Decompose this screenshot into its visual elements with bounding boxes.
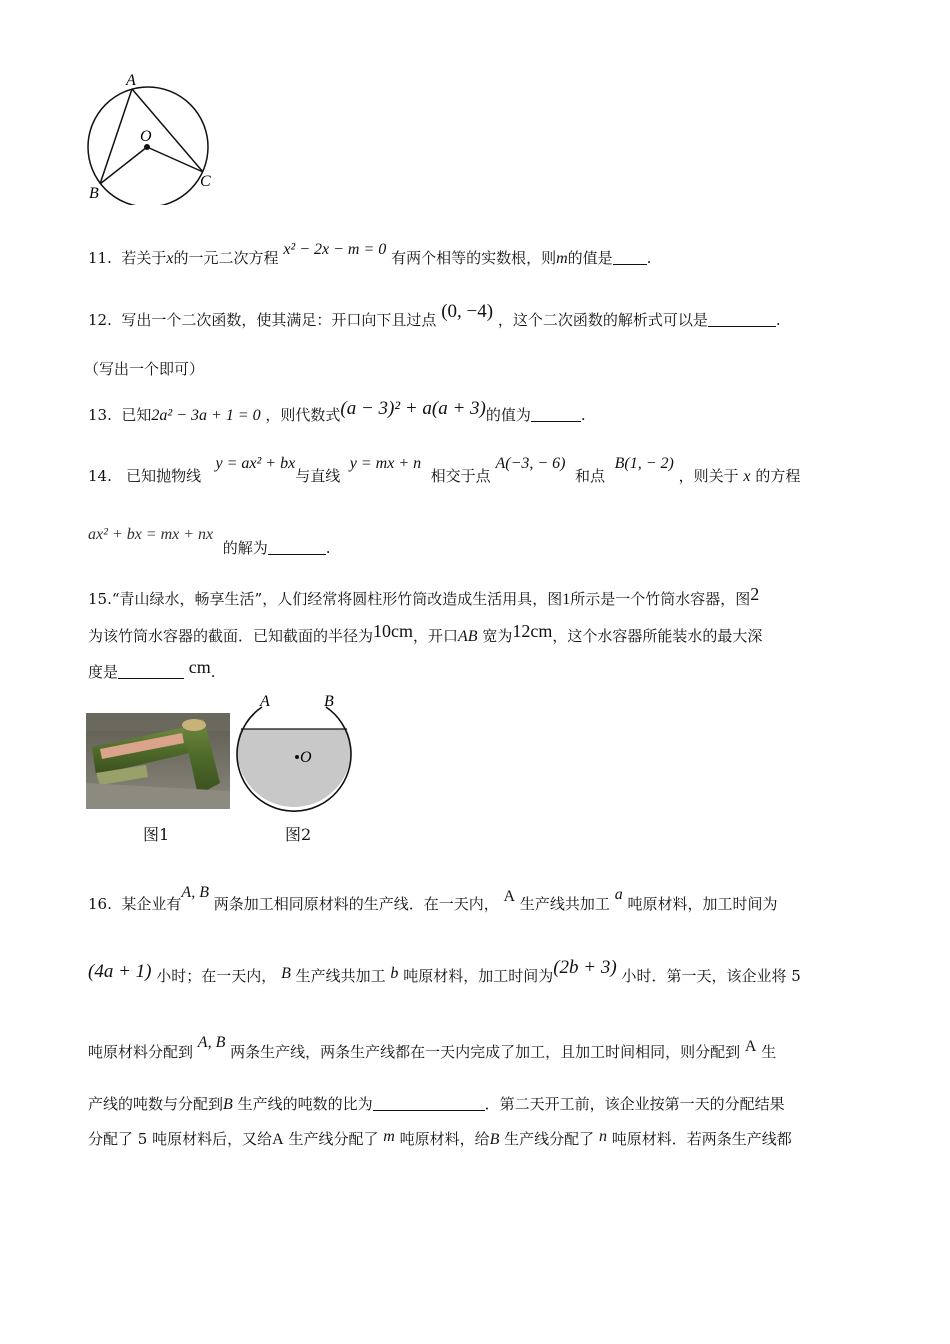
q15-number: 15. [88,590,112,608]
center-o-point [295,755,299,759]
label-b2: B [324,693,334,710]
q16-time-b: (2b + 3) [553,957,617,978]
q15-width: 12cm [512,621,553,641]
q11-number: 11. [88,249,112,267]
bamboo-photo [86,713,230,809]
question-15-line3: 度是 cm. [88,657,216,681]
q12-number: 12. [88,311,112,329]
question-14: 14. 已知抛物线 y = ax² + bx与直线 y = mx + n 相交于点 A(−3, − 6) 和点 B(1, − 2) ，则关于 x 的方程 [88,455,801,485]
label-c: C [200,173,211,190]
question-15-line2: 为该竹筒水容器的截面．已知截面的半径为10cm，开口AB 宽为12cm，这个水容器所能装水的最大深 [88,621,763,645]
q12-point: (0, −4) [441,301,494,322]
question-15-line1: 15.“青山绿水，畅享生活”，人们经常将圆柱形竹筒改造成生活用具，图1所示是一个竹筒水容器，图2 [88,584,760,608]
label-a2: A [260,693,270,710]
q14-answer-blank[interactable] [268,540,326,555]
q11-answer-blank[interactable] [613,250,647,265]
q14-line: y = mx + n [349,455,422,472]
q14-point-a: A(−3, − 6) [495,455,566,472]
chord-ab [100,89,132,184]
question-16-line1: 16. 某企业有A, B 两条加工相同原材料的生产线．在一天内， A 生产线共加工 a 吨原材料，加工时间为 [88,884,778,913]
q16-answer-blank[interactable] [373,1096,485,1111]
label-o2: O [300,749,312,766]
q14-point-b: B(1, − 2) [614,455,674,472]
q14-equation: ax² + bx = mx + nx [88,526,214,543]
q11-equation: x² − 2x − m = 0 [283,241,387,258]
radius-oc [147,147,203,172]
q16-time-a: (4a + 1) [88,961,152,982]
label-o: O [140,128,152,145]
question-16-line3: 吨原材料分配到 A, B 两条生产线，两条生产线都在一天内完成了加工，且加工时间相同，则分配到 A 生 [88,1034,777,1061]
q13-number: 13. [88,406,112,424]
q12-note: （写出一个即可） [84,360,205,378]
radius-ob [100,147,147,184]
question-11: 11. 若关于x的一元二次方程 x² − 2x − m = 0 有两个相等的实数根，则m的值是 . [88,241,652,267]
q15-radius: 10cm [373,621,414,641]
q12-answer-blank[interactable] [708,312,776,327]
figure-2-caption: 图2 [285,825,312,844]
label-a: A [126,72,136,89]
question-13: 13. 已知2a² − 3a + 1 = 0 ，则代数式(a − 3)² + a(a + 3)的值为 . [88,398,586,424]
cross-section-figure [236,690,360,815]
q14-parabola: y = ax² + bx [215,455,296,472]
question-16-line5: 分配了 5 吨原材料后，又给A 生产线分配了 m 吨原材料，给B 生产线分配了 n 吨原材料．若两条生产线都 [88,1128,792,1148]
q14-line2: ax² + bx = mx + nx 的解为 . [88,526,331,557]
q15-answer-blank[interactable] [118,664,184,679]
q13-equation: 2a² − 3a + 1 = 0 [151,407,261,424]
circle-figure [80,70,220,205]
figure-1-caption: 图1 [143,825,170,844]
question-16-line4: 产线的吨数与分配到B 生产线的吨数的比为 ．第二天开工前，该企业按第一天的分配结果 [88,1095,785,1113]
q14-number: 14. [88,467,112,485]
q13-expression: (a − 3)² + a(a + 3) [340,398,486,419]
q16-number: 16. [88,895,112,913]
question-12: 12. 写出一个二次函数，使其满足：开口向下且过点 (0, −4) ，这个二次函数的解析式可以是 . [88,301,781,329]
label-b: B [89,185,99,202]
q13-answer-blank[interactable] [531,407,581,422]
question-16-line2: (4a + 1) 小时；在一天内， B 生产线共加工 b 吨原材料，加工时间为(2b + 3) 小时．第一天，该企业将 5 [88,957,801,985]
